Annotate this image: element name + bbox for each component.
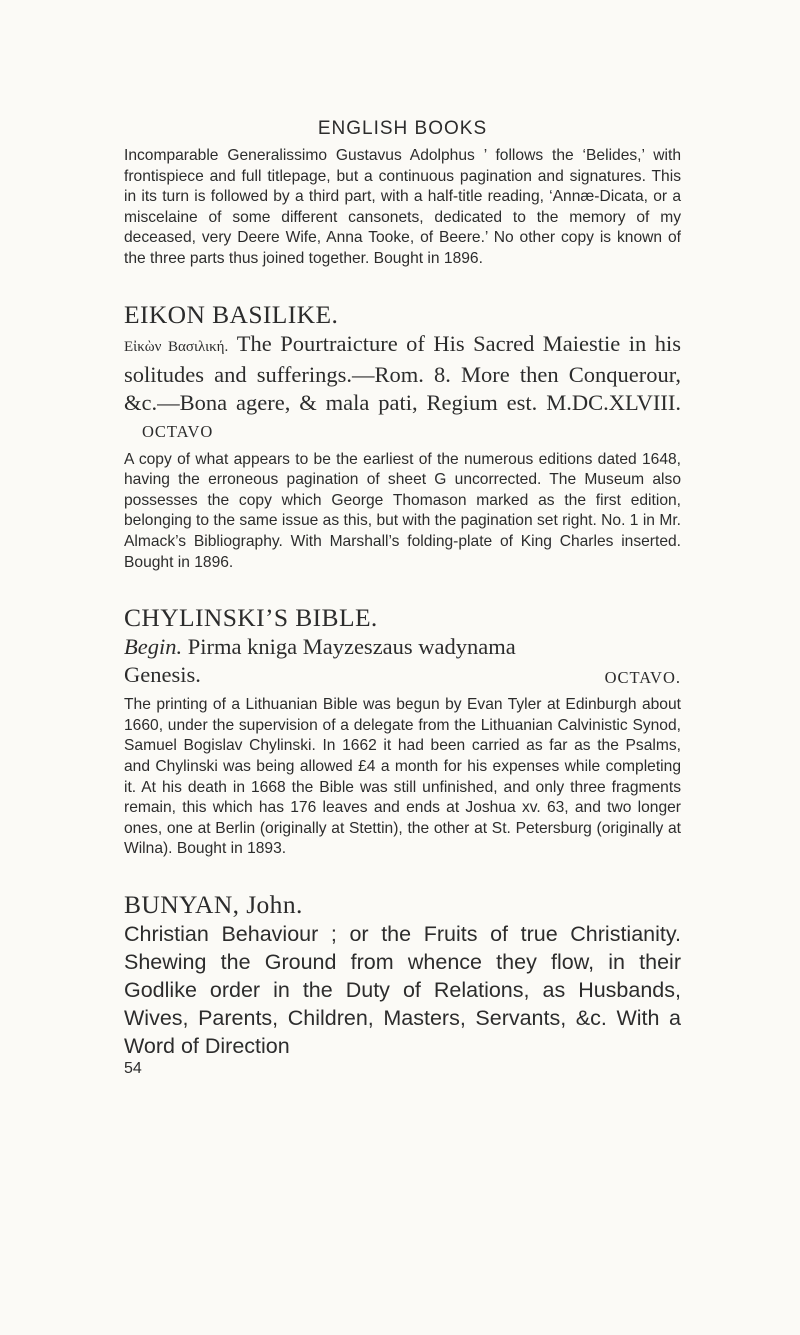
entry-eikon-basilike [124,300,681,574]
greek-title: Εἰκὼν Βασιλική. [124,338,229,355]
format-label: OCTAVO. [604,667,681,687]
entry-bunyan [124,890,681,1060]
format-label: OCTAVO [142,422,214,442]
entry-title: Christian Behaviour ; or the Fruits of true Christianity. Shewing the Ground from whence they flow, in their Godlike order in the Duty of Relations, as Husbands, Wives, Parents, Children, Masters, Servants, &c. With a Word of Direction [124,921,681,1058]
title-text: Pirma kniga Mayzeszaus wadynama [187,634,516,660]
title-text: The Pourtraicture of His Sacred Maiestie in his solitudes and sufferings.—Rom. 8. More then Conquerour, &c.—Bona agere, & mala pati, Regium est. M.DC.XLVIII. [124,330,681,415]
running-head: ENGLISH BOOKS [317,118,488,139]
title-text-continued: Genesis. [124,661,201,687]
entry-heading: CHYLINSKI’S BIBLE. [124,603,378,633]
entry-chylinski-bible [124,603,681,860]
entry-heading: EIKON BASILIKE. [124,299,339,329]
entry-heading: BUNYAN, John. [124,889,303,919]
entry-description: The printing of a Lithuanian Bible was begun by Evan Tyler at Edinburgh about 1660, under the supervision of a delegate from the Lithuanian Calvinistic Synod, Samuel Bogislav Chylinski. In 1662 it had been carried as far as the Psalms, and Chylinski was being allowed £4 a month for his expenses while completing it. At his death in 1668 the Bible was still unfinished, and only three fragments remain, this which has 176 leaves and ends at Joshua xv. 63, and two longer ones, one at Berlin (originally at Stettin), the other at St. Petersburg (originally at Wilna). Bought in 1893. [124,696,681,858]
book-page [124,118,681,1078]
intro-paragraph: Incomparable Generalissimo Gustavus Adolphus ’ follows the ‘Belides,’ with frontispiece and full titlepage, but a continuous pagination and signatures. This in its turn is followed by a third part, with a half-title reading, ‘Annæ-Dicata, or a miscelaine of some different cansonets, dedicated to the memory of my deceased, very Deere Wife, Anna Tooke, of Beere.’ No other copy is known of the three parts thus joined together. Bought in 1896. [124,147,681,267]
page-number: 54 [124,1059,142,1077]
title-lead: Begin. [124,634,183,660]
entry-description: A copy of what appears to be the earliest of the numerous editions dated 1648, having the erroneous pagination of sheet G uncorrected. The Museum also possesses the copy which George Thomason marked as the first edition, belonging to the same issue as this, but with the pagination set right. No. 1 in Mr. Almack’s Bibliography. With Marshall’s folding-plate of King Charles inserted. Bought in 1896. [124,450,681,571]
entry-title [124,330,681,446]
entry-title [124,633,681,691]
